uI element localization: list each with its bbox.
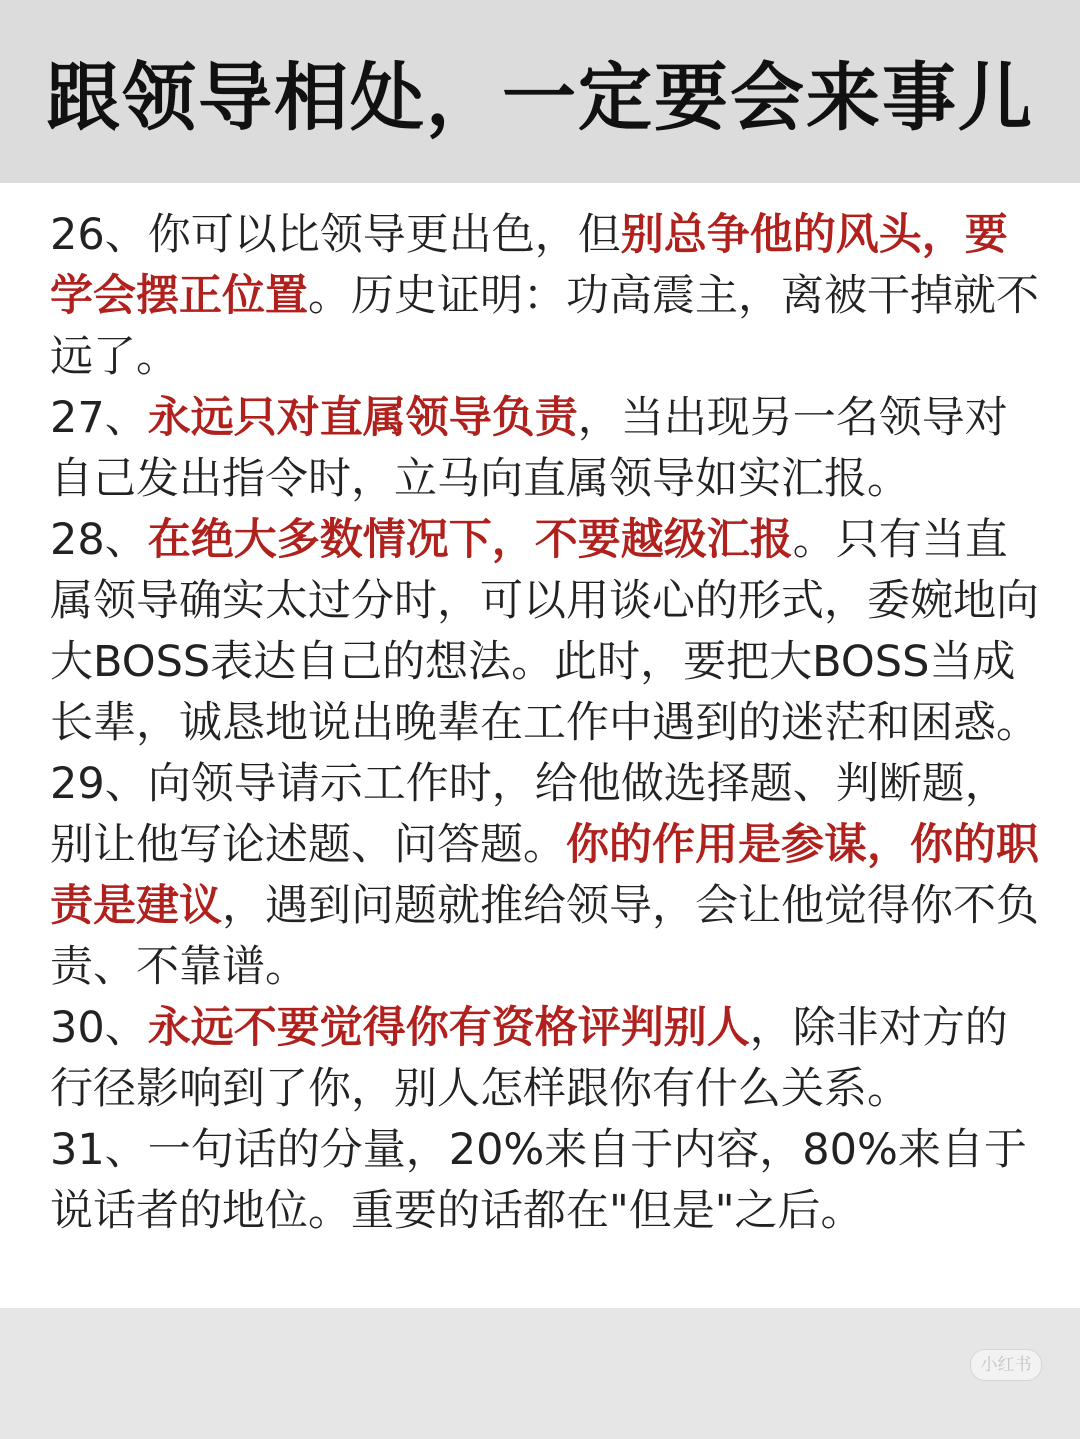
plain-text: 31、一句话的分量，20%来自于内容，80%来自于说话者的地位。重要的话都在"但是"之后。 — [50, 1125, 1027, 1236]
plain-text: 。只有当直属领导确实太过分时，可以用谈心的形式，委婉地向大BOSS表达自己的想法。此时，要把大BOSS当成长辈，诚恳地说出晚辈在工作中遇到的迷茫和困惑。 — [50, 515, 1039, 748]
plain-text: 29、向领导请示工作时，给他做选择题、判断题，别让他写论述题、问答题。 — [50, 759, 1008, 870]
list-item — [50, 205, 1040, 388]
header-banner — [0, 0, 1080, 183]
list-item — [50, 510, 1040, 754]
highlight-text: 别总争他的风头，要学会摆正位置 — [50, 210, 1008, 321]
highlight-text: 永远不要觉得你有资格评判别人 — [147, 1003, 750, 1053]
list-item — [50, 754, 1040, 998]
xiaohongshu-watermark: 小红书 — [970, 1349, 1042, 1381]
list-item — [50, 388, 1040, 510]
highlight-text: 你的作用是参谋，你的职责是建议 — [50, 820, 1039, 931]
plain-text: 26、你可以比领导更出色，但 — [50, 210, 621, 260]
content-card — [0, 183, 1080, 1308]
highlight-text: 永远只对直属领导负责 — [147, 393, 578, 443]
plain-text: 30、 — [50, 1003, 148, 1053]
plain-text: ，遇到问题就推给领导，会让他觉得你不负责、不靠谱。 — [50, 881, 1039, 992]
plain-text: 28、 — [50, 515, 148, 565]
article-body — [50, 205, 1040, 1242]
page-title: 跟领导相处，一定要会来事儿 — [46, 54, 1034, 141]
plain-text: ，当出现另一名领导对自己发出指令时，立马向直属领导如实汇报。 — [50, 393, 1008, 504]
list-item — [50, 1120, 1040, 1242]
plain-text: 。历史证明：功高震主，离被干掉就不远了。 — [50, 271, 1039, 382]
plain-text: ，除非对方的行径影响到了你，别人怎样跟你有什么关系。 — [50, 1003, 1008, 1114]
highlight-text: 在绝大多数情况下，不要越级汇报 — [147, 515, 793, 565]
plain-text: 27、 — [50, 393, 148, 443]
list-item — [50, 998, 1040, 1120]
footer-area — [0, 1308, 1080, 1439]
